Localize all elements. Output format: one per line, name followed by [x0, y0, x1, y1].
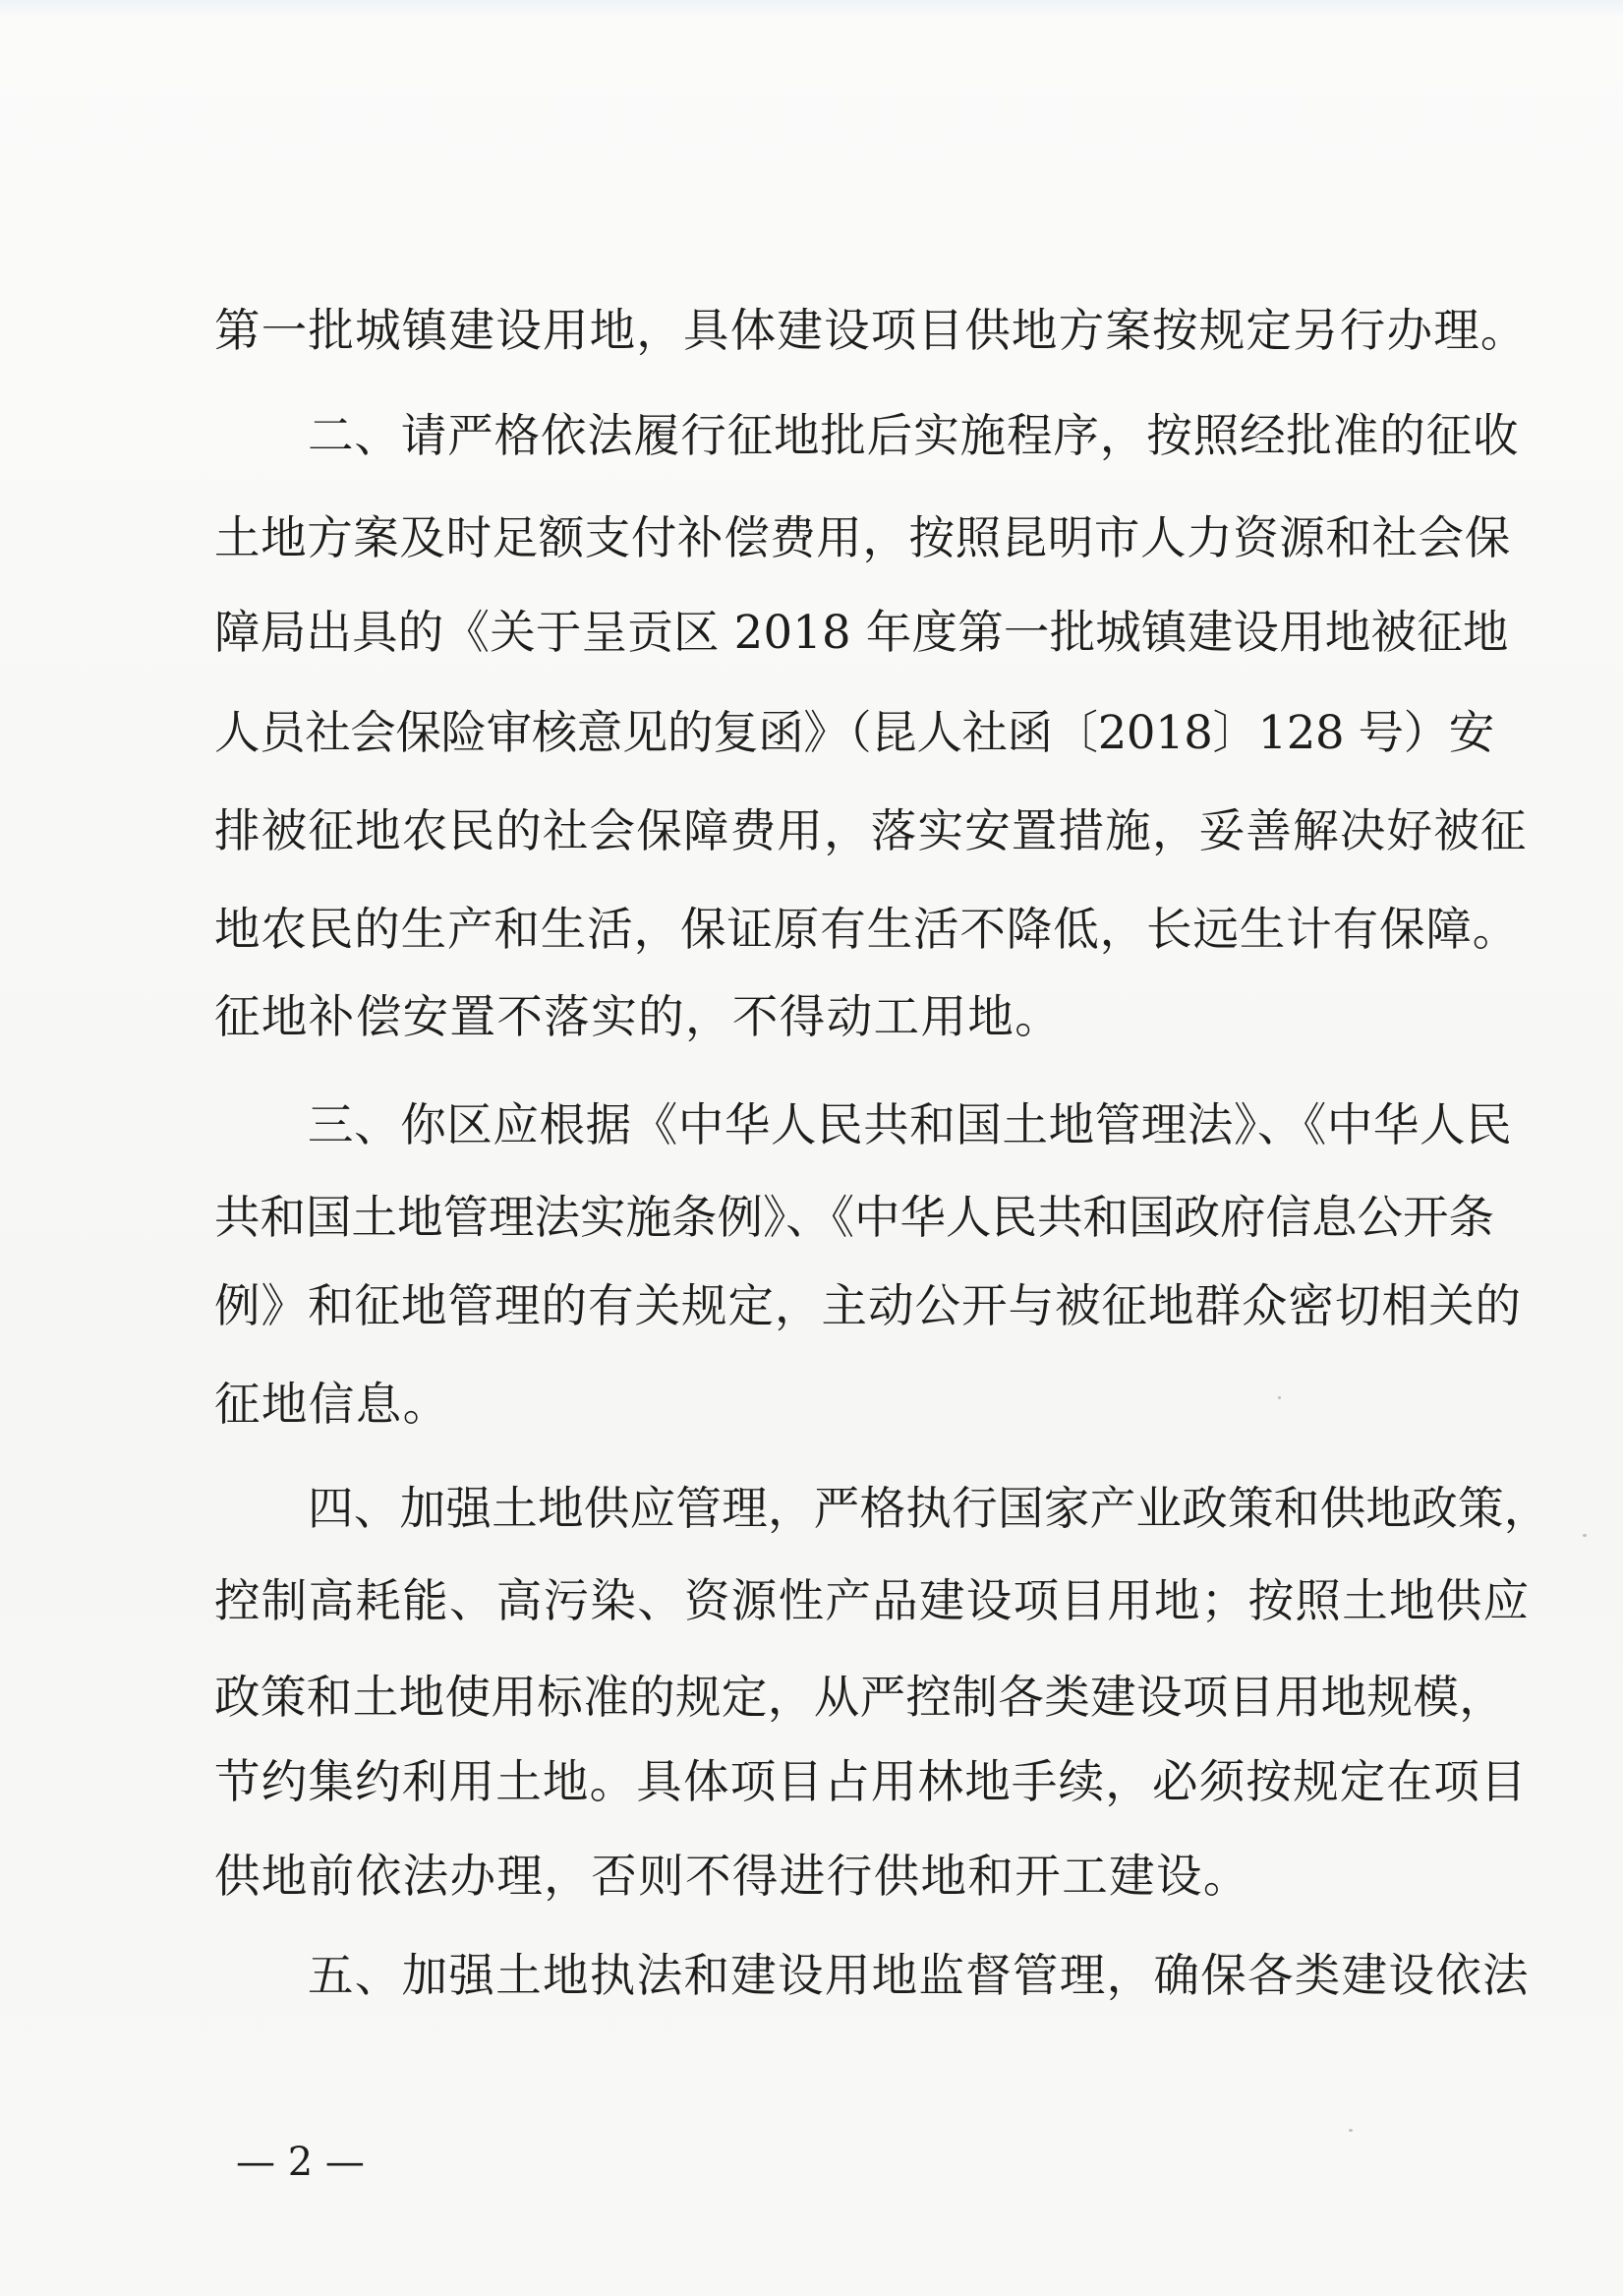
text-line: 障局出具的《关于呈贡区 2018 年度第一批城镇建设用地被征地 — [214, 606, 1509, 659]
text-line: 五、加强土地执法和建设用地监督管理，确保各类建设依法 — [308, 1949, 1530, 2002]
text-line: 二、请严格依法履行征地批后实施程序，按照经批准的征收 — [308, 409, 1520, 462]
text-line: 第一批城镇建设用地，具体建设项目供地方案按规定另行办理。 — [214, 304, 1528, 357]
scan-edge — [0, 0, 1623, 18]
scan-speck — [1583, 1534, 1587, 1537]
text-line: 人员社会保险审核意见的复函》（昆人社函〔2018〕128 号）安 — [214, 706, 1494, 759]
text-line: 四、加强土地供应管理，严格执行国家产业政策和供地政策， — [308, 1482, 1550, 1535]
scan-speck — [1349, 2129, 1353, 2132]
text-line: 三、你区应根据《中华人民共和国土地管理法》、《中华人民 — [308, 1098, 1513, 1151]
text-line: 例》和征地管理的有关规定，主动公开与被征地群众密切相关的 — [214, 1279, 1522, 1332]
text-line: 政策和土地使用标准的规定，从严控制各类建设项目用地规模， — [214, 1671, 1506, 1724]
scan-speck — [1278, 1396, 1281, 1399]
text-line: 节约集约利用土地。具体项目占用林地手续，必须按规定在项目 — [214, 1755, 1528, 1808]
text-line: 征地信息。 — [214, 1378, 450, 1431]
text-line: 地农民的生产和生活，保证原有生活不降低，长远生计有保障。 — [214, 903, 1520, 956]
text-line: 共和国土地管理法实施条例》、《中华人民共和国政府信息公开条 — [214, 1191, 1494, 1244]
text-line: 控制高耗能、高污染、资源性产品建设项目用地；按照土地供应 — [214, 1574, 1531, 1627]
text-line: 征地补偿安置不落实的，不得动工用地。 — [214, 990, 1063, 1043]
text-line: 排被征地农民的社会保障费用，落实安置措施，妥善解决好被征 — [214, 804, 1528, 857]
text-line: 供地前依法办理，否则不得进行供地和开工建设。 — [214, 1850, 1250, 1903]
page-number: — 2 — — [236, 2140, 365, 2185]
text-line: 土地方案及时足额支付补偿费用，按照昆明市人力资源和社会保 — [214, 511, 1511, 564]
